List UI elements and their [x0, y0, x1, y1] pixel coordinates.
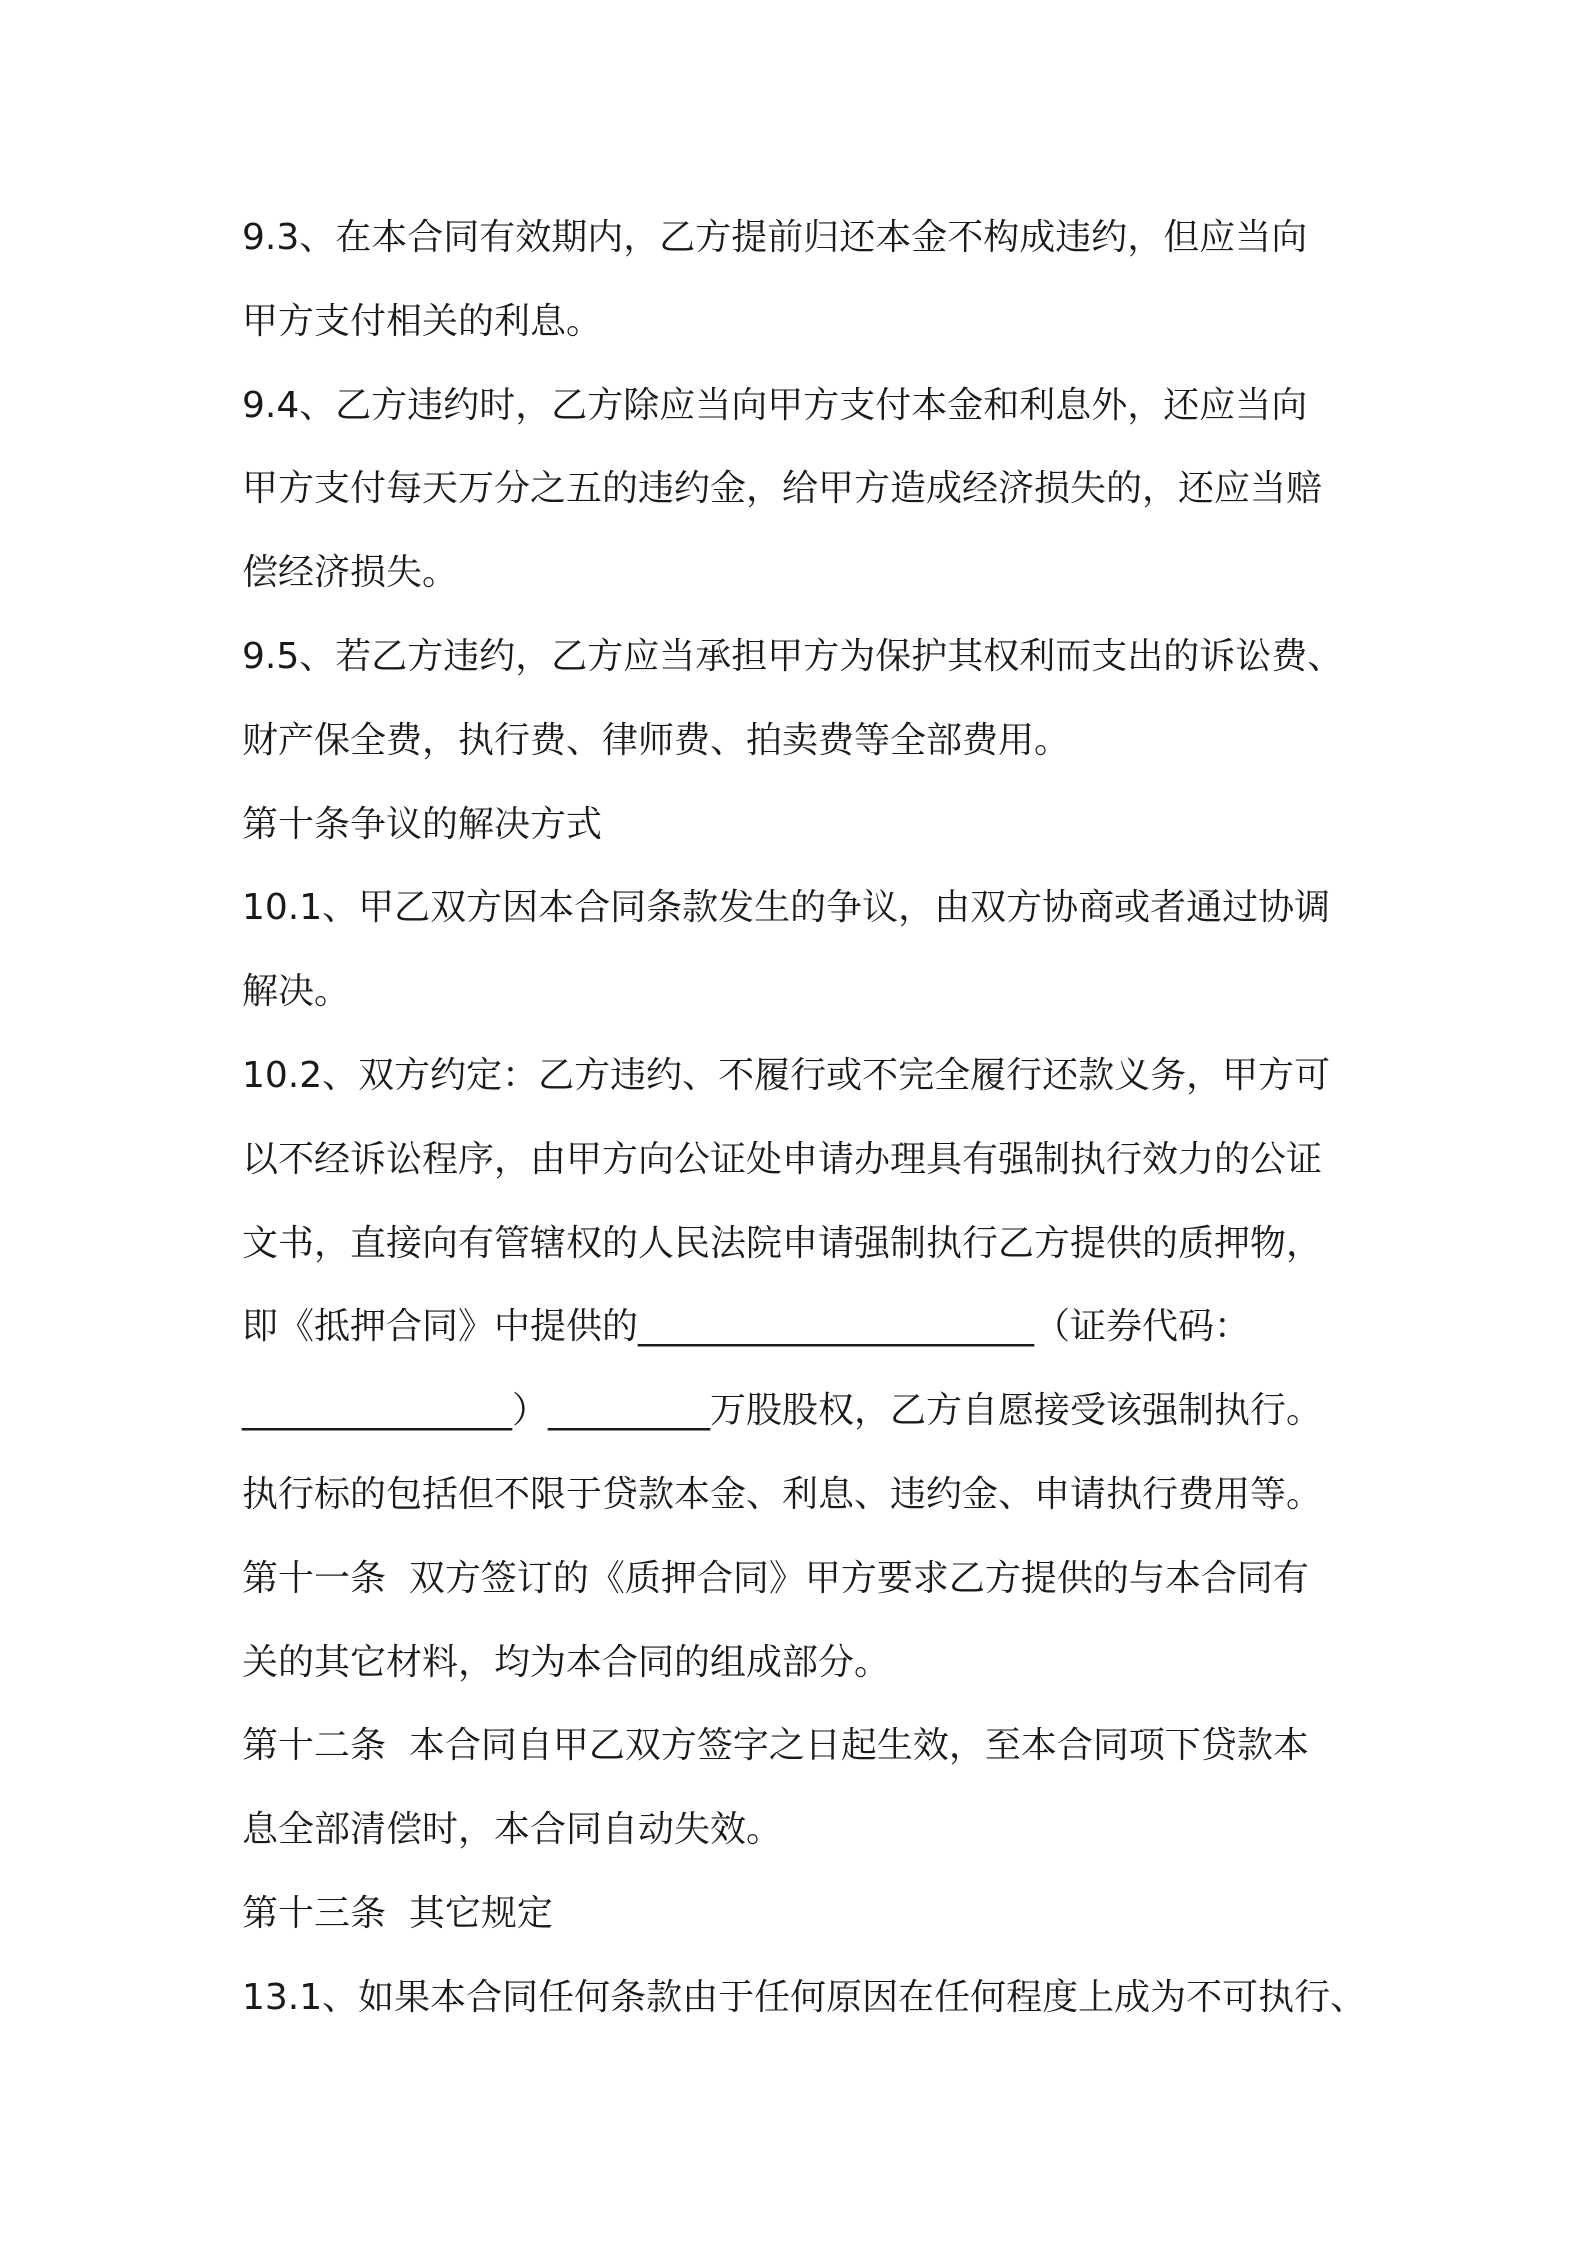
section-heading-article-10: 第十条争议的解决方式	[242, 803, 603, 845]
text-line: 10.2、双方约定：乙方违约、不履行或不完全履行还款义务，甲方可	[242, 1054, 1331, 1096]
text-line-with-blank: 即《抵押合同》中提供的______________________（证券代码：	[242, 1306, 1251, 1348]
text-line: 文书，直接向有管辖权的人民法院申请强制执行乙方提供的质押物，	[242, 1222, 1323, 1264]
text-line: 息全部清偿时，本合同自动失效。	[242, 1809, 783, 1851]
text-line-with-blank: _______________）_________万股股权，乙方自愿接受该强制执行。	[242, 1390, 1323, 1432]
text-line: 关的其它材料，均为本合同的组成部分。	[242, 1641, 891, 1683]
section-article-11: 第十一条 双方签订的《质押合同》甲方要求乙方提供的与本合同有	[242, 1557, 1309, 1599]
text-line: 13.1、如果本合同任何条款由于任何原因在任何程度上成为不可执行、	[242, 1976, 1367, 2018]
text-line: 10.1、甲乙双方因本合同条款发生的争议，由双方协商或者通过协调	[242, 887, 1331, 929]
text-line: 财产保全费，执行费、律师费、拍卖费等全部费用。	[242, 719, 1071, 761]
text-line: 9.5、若乙方违约，乙方应当承担甲方为保护其权利而支出的诉讼费、	[242, 635, 1344, 677]
section-heading-article-13: 第十三条 其它规定	[242, 1892, 553, 1934]
section-article-12: 第十二条 本合同自甲乙双方签字之日起生效，至本合同项下贷款本	[242, 1725, 1309, 1767]
text-line: 偿经济损失。	[242, 552, 459, 594]
text-line: 甲方支付每天万分之五的违约金，给甲方造成经济损失的，还应当赔	[242, 468, 1323, 510]
text-line: 甲方支付相关的利息。	[242, 300, 603, 342]
text-line: 9.3、在本合同有效期内，乙方提前归还本金不构成违约，但应当向	[242, 217, 1308, 258]
text-line: 9.4、乙方违约时，乙方除应当向甲方支付本金和利息外，还应当向	[242, 384, 1308, 426]
contract-text-body	[242, 196, 1382, 2040]
text-line: 执行标的包括但不限于贷款本金、利息、违约金、申请执行费用等。	[242, 1473, 1323, 1515]
text-line: 以不经诉讼程序，由甲方向公证处申请办理具有强制执行效力的公证	[242, 1138, 1323, 1180]
text-line: 解决。	[242, 971, 351, 1013]
